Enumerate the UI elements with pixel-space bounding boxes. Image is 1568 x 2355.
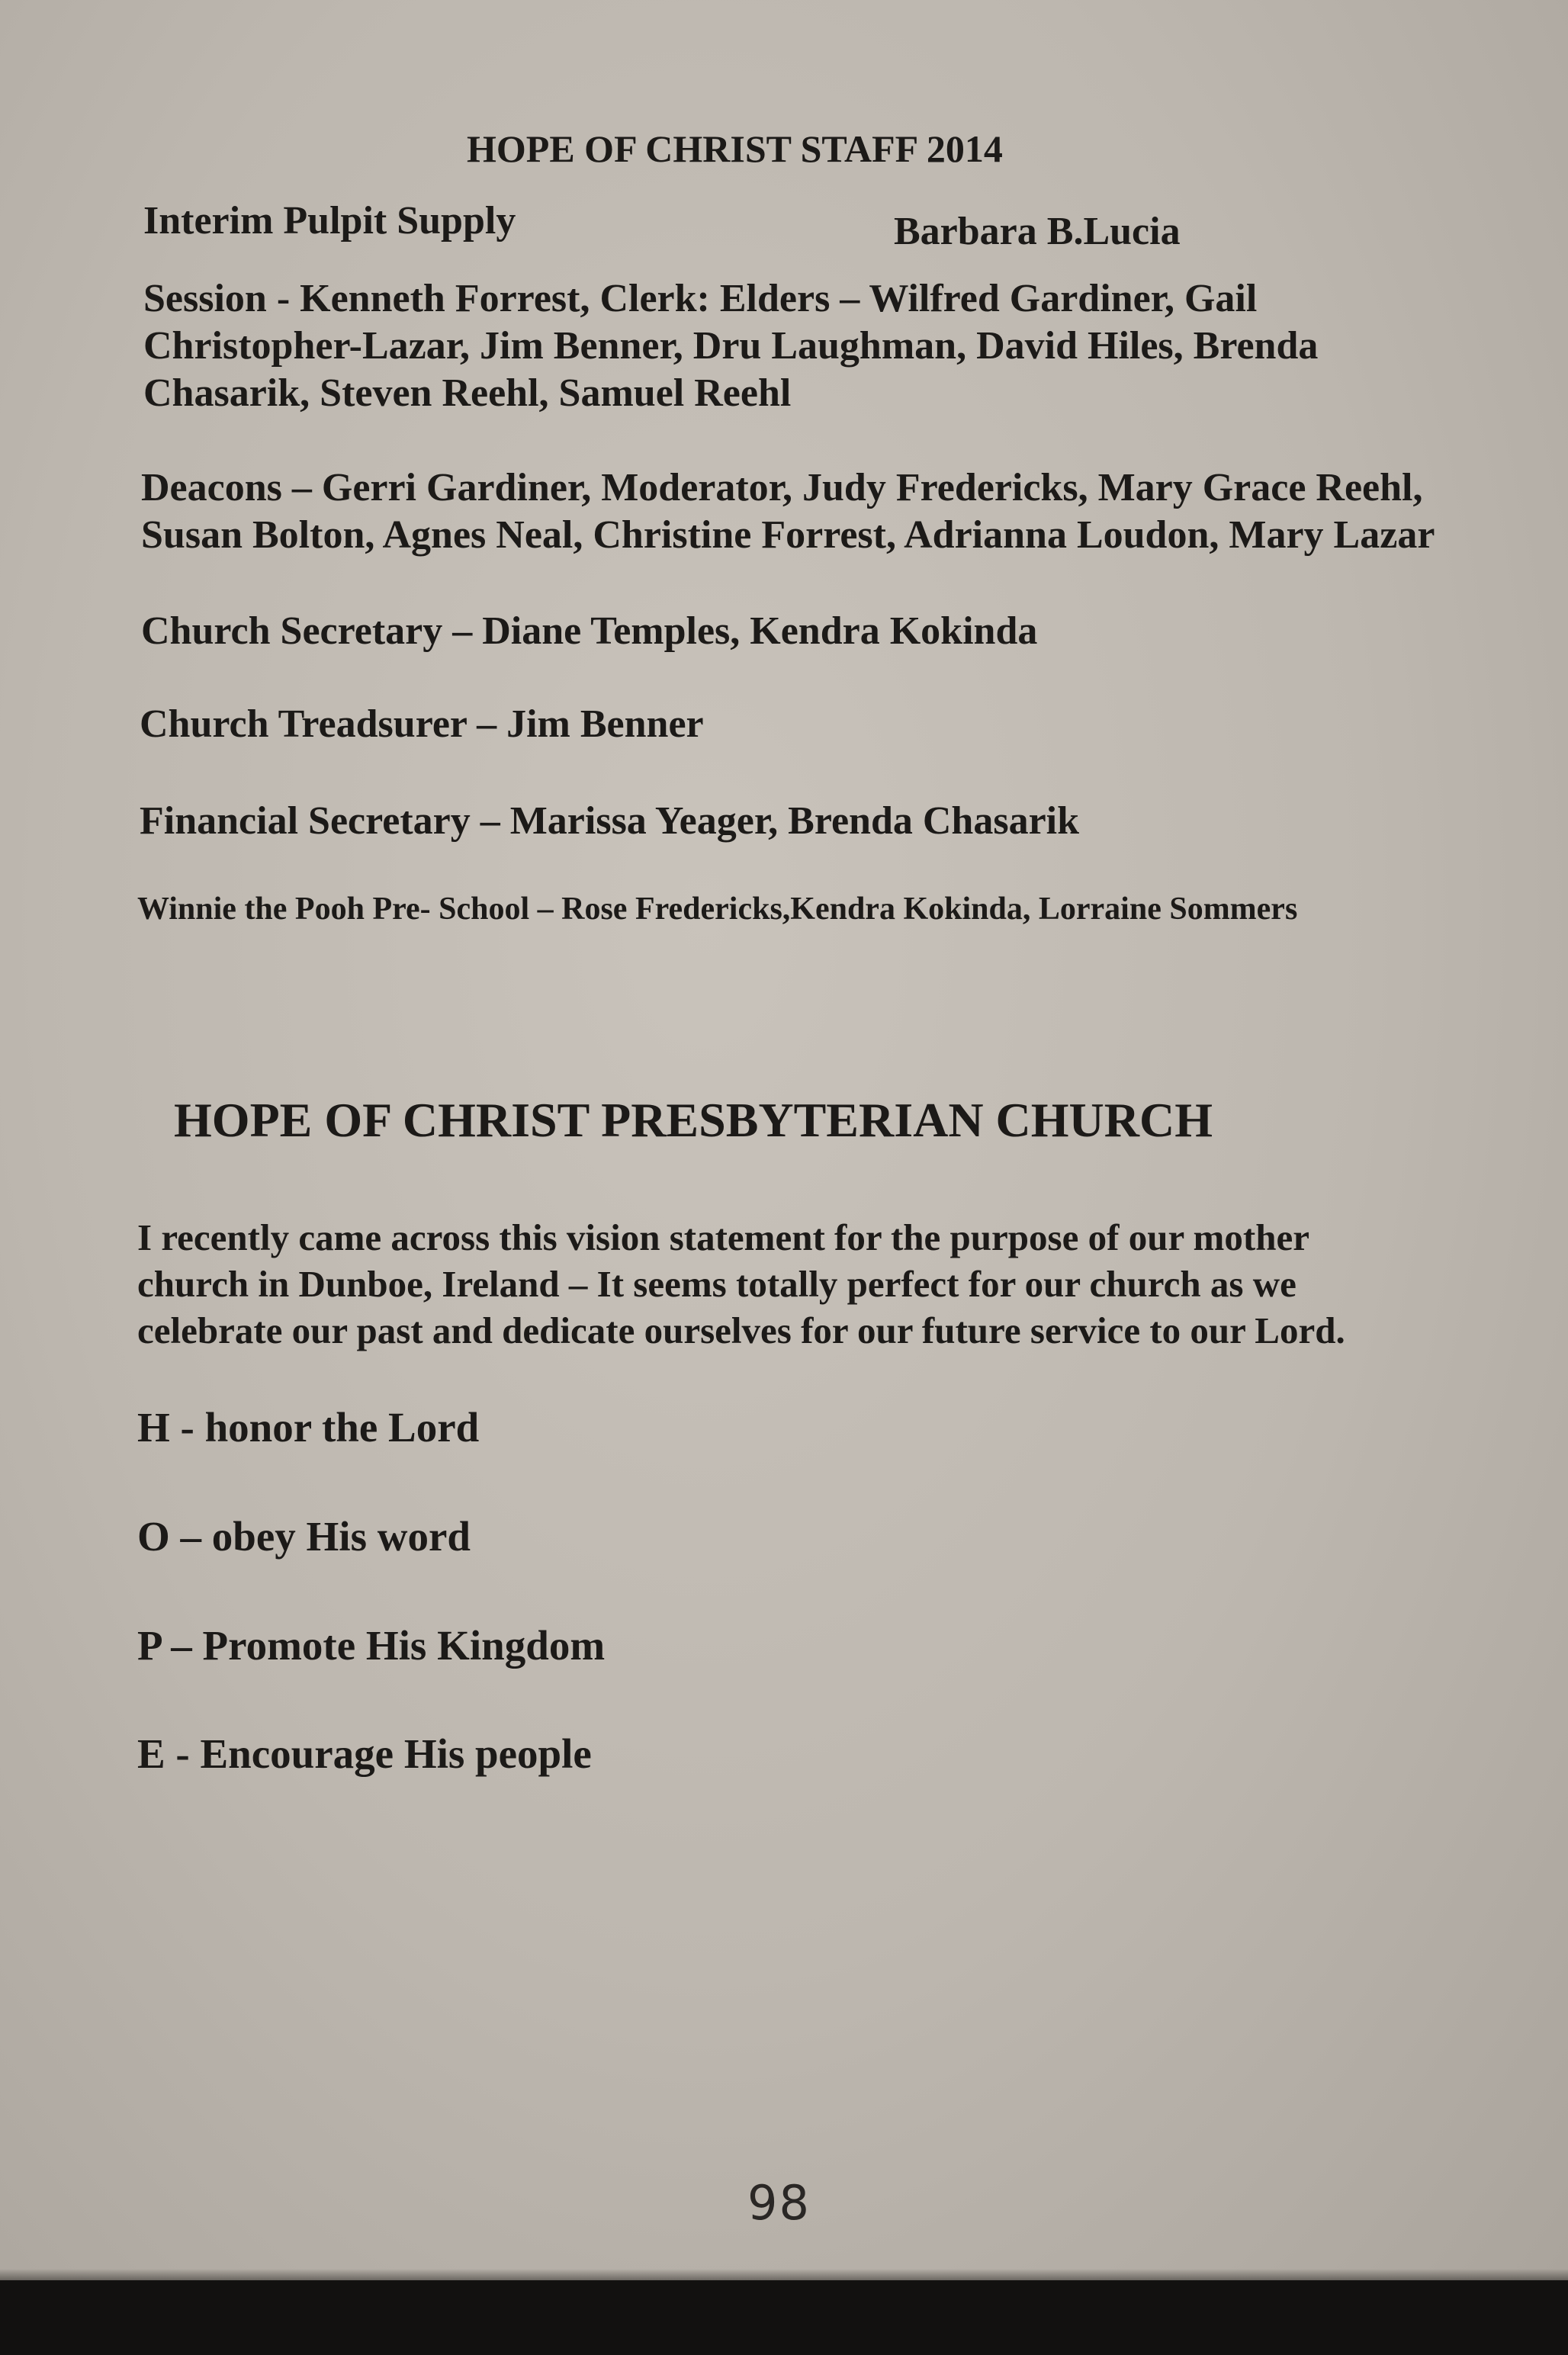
session-line-2: Christopher-Lazar, Jim Benner, Dru Laughman, David Hiles, Brenda (143, 324, 1319, 368)
pulpit-name: Barbara B.Lucia (894, 210, 1181, 253)
church-title: HOPE OF CHRIST PRESBYTERIAN CHURCH (174, 1093, 1213, 1147)
page-edge-shadow (0, 2269, 1568, 2280)
deacons-line-1: Deacons – Gerri Gardiner, Moderator, Judy Fredericks, Mary Grace Reehl, (141, 466, 1423, 509)
pulpit-label: Interim Pulpit Supply (143, 199, 516, 243)
vision-intro-line-2: church in Dunboe, Ireland – It seems totally perfect for our church as we (137, 1263, 1296, 1305)
session-line-1: Session - Kenneth Forrest, Clerk: Elders – Wilfred Gardiner, Gail (143, 277, 1258, 320)
church-secretary: Church Secretary – Diane Temples, Kendra Kokinda (141, 609, 1038, 653)
vision-intro (137, 1214, 1345, 1354)
acrostic-p: P – Promote His Kingdom (137, 1622, 606, 1669)
deacons-line-2: Susan Bolton, Agnes Neal, Christine Forrest, Adrianna Loudon, Mary Lazar (141, 513, 1435, 557)
session-line-3: Chasarik, Steven Reehl, Samuel Reehl (143, 371, 792, 415)
acrostic-o: O – obey His word (137, 1513, 471, 1560)
acrostic-h: H - honor the Lord (137, 1404, 480, 1451)
vision-intro-line-1: I recently came across this vision statement for the purpose of our mother (137, 1216, 1309, 1258)
staff-title: HOPE OF CHRIST STAFF 2014 (467, 127, 1003, 170)
acrostic-e: E - Encourage His people (137, 1730, 592, 1777)
church-treasurer: Church Treadsurer – Jim Benner (140, 702, 704, 746)
preschool-staff: Winnie the Pooh Pre- School – Rose Fredericks,Kendra Kokinda, Lorraine Sommers (137, 892, 1298, 927)
financial-secretary: Financial Secretary – Marissa Yeager, Brenda Chasarik (140, 799, 1080, 843)
page-number: 98 (747, 2175, 811, 2231)
vision-intro-line-3: celebrate our past and dedicate ourselves for our future service to our Lord. (137, 1309, 1345, 1351)
